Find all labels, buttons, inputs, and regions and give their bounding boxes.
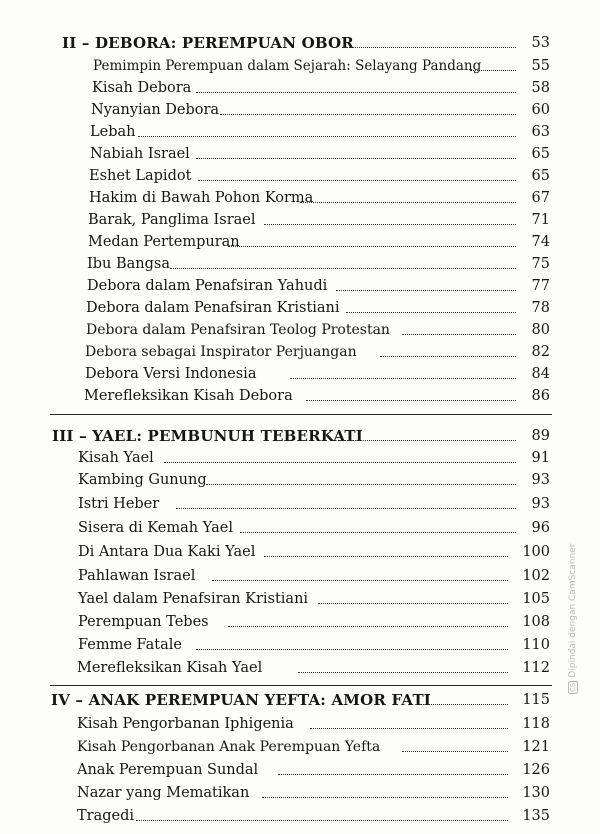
toc-entry	[0, 385, 600, 407]
toc-page-number: 86	[531, 388, 550, 404]
toc-entry	[0, 297, 600, 319]
toc-page-number: 65	[531, 146, 550, 162]
toc-page-number: 63	[531, 124, 550, 140]
toc-entry-label: Debora Versi Indonesia	[85, 366, 257, 382]
toc-leader	[262, 797, 508, 798]
toc-page-number: 55	[531, 58, 550, 74]
toc-entry	[0, 99, 600, 121]
toc-entry	[0, 736, 600, 758]
toc-page-number: 126	[522, 762, 550, 778]
toc-page-number: 80	[531, 322, 550, 338]
toc-heading-label: IV – ANAK PEREMPUAN YEFTA: AMOR FATI	[51, 691, 432, 709]
toc-heading	[0, 689, 600, 711]
toc-entry-label: Tragedi	[77, 808, 135, 824]
toc-leader	[264, 556, 508, 557]
toc-leader	[220, 114, 516, 115]
toc-page-number: 110	[522, 637, 550, 653]
toc-entry	[0, 805, 600, 827]
toc-entry-label: Yael dalam Penafsiran Kristiani	[78, 591, 309, 607]
toc-entry-label: Nazar yang Mematikan	[77, 785, 250, 801]
toc-leader	[338, 440, 516, 441]
toc-leader	[136, 820, 508, 821]
toc-leader	[318, 603, 508, 604]
toc-leader	[240, 532, 516, 533]
toc-entry-label: Debora dalam Penafsiran Kristiani	[86, 300, 340, 316]
toc-leader	[196, 92, 516, 93]
toc-leader	[228, 626, 508, 627]
toc-entry-label: Nabiah Israel	[90, 146, 190, 162]
toc-heading-label: II – DEBORA: PEREMPUAN OBOR	[62, 34, 354, 52]
toc-leader	[196, 649, 508, 650]
toc-entry	[0, 657, 600, 679]
toc-entry-label: Nyanyian Debora	[91, 102, 220, 118]
toc-entry	[0, 187, 600, 209]
toc-leader	[264, 224, 516, 225]
toc-entry-label: Eshet Lapidot	[89, 168, 192, 184]
toc-leader	[416, 704, 508, 705]
toc-leader	[198, 180, 516, 181]
toc-page-number: 60	[531, 102, 550, 118]
toc-entry-label: Di Antara Dua Kaki Yael	[78, 544, 256, 560]
toc-entry-label: Lebah	[90, 124, 136, 140]
toc-page-number: 75	[531, 256, 550, 272]
toc-leader	[336, 290, 516, 291]
toc-entry	[0, 55, 600, 77]
toc-entry-label: Debora dalam Penafsiran Teolog Protestan	[86, 322, 390, 338]
toc-page-number: 96	[531, 520, 550, 536]
toc-leader	[380, 356, 516, 357]
toc-entry-label: Perempuan Tebes	[78, 614, 209, 630]
toc-entry	[0, 469, 600, 491]
toc-leader	[164, 462, 516, 463]
toc-page-number: 100	[522, 544, 550, 560]
toc-entry-label: Barak, Panglima Israel	[88, 212, 256, 228]
camscanner-logo-icon: CS	[569, 682, 577, 692]
toc-entry	[0, 319, 600, 341]
toc-leader	[196, 158, 516, 159]
toc-page-number: 130	[522, 785, 550, 801]
toc-heading	[0, 425, 600, 447]
toc-leader	[290, 378, 516, 379]
toc-entry	[0, 447, 600, 469]
toc-entry	[0, 209, 600, 231]
toc-page-number: 118	[522, 716, 550, 732]
toc-leader	[346, 312, 516, 313]
section-divider	[50, 414, 552, 415]
toc-leader	[402, 334, 516, 335]
toc-entry	[0, 782, 600, 804]
toc-page-number: 58	[531, 80, 550, 96]
toc-page-number: 93	[531, 472, 550, 488]
toc-entry	[0, 713, 600, 735]
toc-page-number: 67	[531, 190, 550, 206]
toc-entry-label: Kambing Gunung	[78, 472, 207, 488]
toc-leader	[310, 728, 508, 729]
toc-leader	[402, 751, 508, 752]
section-divider	[50, 685, 552, 686]
toc-entry-label: Anak Perempuan Sundal	[77, 762, 259, 778]
toc-page-number: 121	[522, 739, 550, 755]
toc-page-number: 112	[522, 660, 550, 676]
toc-entry-label: Pemimpin Perempuan dalam Sejarah: Selayang Pandang	[93, 58, 482, 74]
toc-page-number: 65	[531, 168, 550, 184]
toc-page-number: 91	[531, 450, 550, 466]
toc-entry-label: Merefleksikan Kisah Yael	[77, 660, 263, 676]
toc-entry	[0, 517, 600, 539]
toc-leader	[170, 268, 516, 269]
toc-entry-label: Kisah Debora	[92, 80, 192, 96]
watermark-text: Dipindai dengan CamScanner	[568, 543, 578, 678]
toc-entry-label: Kisah Yael	[78, 450, 154, 466]
toc-leader	[138, 136, 516, 137]
toc-entry	[0, 165, 600, 187]
toc-leader	[212, 580, 508, 581]
toc-leader	[176, 508, 516, 509]
toc-entry	[0, 634, 600, 656]
toc-leader	[306, 400, 516, 401]
toc-page-number: 108	[522, 614, 550, 630]
toc-entry-label: Femme Fatale	[78, 637, 182, 653]
toc-leader	[300, 202, 516, 203]
toc-page-number: 93	[531, 496, 550, 512]
toc-entry-label: Pahlawan Israel	[78, 568, 196, 584]
toc-page-number: 71	[531, 212, 550, 228]
toc-entry	[0, 143, 600, 165]
toc-entry	[0, 77, 600, 99]
toc-page-number: 53	[531, 35, 550, 51]
toc-leader	[228, 246, 516, 247]
toc-entry	[0, 611, 600, 633]
toc-entry-label: Debora dalam Penafsiran Yahudi	[87, 278, 328, 294]
toc-leader	[298, 672, 508, 673]
toc-entry	[0, 565, 600, 587]
toc-entry-label: Medan Pertempuran	[88, 234, 240, 250]
toc-entry	[0, 341, 600, 363]
toc-leader	[278, 774, 508, 775]
toc-page-number: 135	[522, 808, 550, 824]
toc-page-number: 74	[531, 234, 550, 250]
toc-page-number: 102	[522, 568, 550, 584]
toc-page-number: 77	[531, 278, 550, 294]
toc-entry	[0, 253, 600, 275]
toc-entry	[0, 275, 600, 297]
toc-page-number: 78	[531, 300, 550, 316]
toc-page-number: 105	[522, 591, 550, 607]
toc-entry-label: Sisera di Kemah Yael	[78, 520, 233, 536]
toc-entry	[0, 588, 600, 610]
toc-entry	[0, 759, 600, 781]
toc-entry-label: Istri Heber	[78, 496, 160, 512]
toc-entry-label: Merefleksikan Kisah Debora	[84, 388, 293, 404]
toc-entry	[0, 231, 600, 253]
toc-entry-label: Debora sebagai Inspirator Perjuangan	[85, 344, 357, 360]
toc-entry	[0, 541, 600, 563]
scanner-watermark	[568, 544, 578, 694]
toc-entry	[0, 363, 600, 385]
toc-leader	[206, 484, 516, 485]
toc-page-number: 82	[531, 344, 550, 360]
toc-page-number: 84	[531, 366, 550, 382]
toc-leader	[470, 70, 516, 71]
toc-entry-label: Kisah Pengorbanan Anak Perempuan Yefta	[77, 739, 381, 755]
toc-heading	[0, 32, 600, 54]
toc-entry-label: Ibu Bangsa	[87, 256, 170, 272]
toc-leader	[344, 47, 516, 48]
toc-entry-label: Kisah Pengorbanan Iphigenia	[77, 716, 294, 732]
toc-heading-label: III – YAEL: PEMBUNUH TEBERKATI	[52, 427, 363, 445]
toc-page-number: 89	[531, 428, 550, 444]
toc-page-number: 115	[522, 692, 550, 708]
toc-entry-label: Hakim di Bawah Pohon Korma	[89, 190, 314, 206]
toc-entry	[0, 121, 600, 143]
toc-entry	[0, 493, 600, 515]
